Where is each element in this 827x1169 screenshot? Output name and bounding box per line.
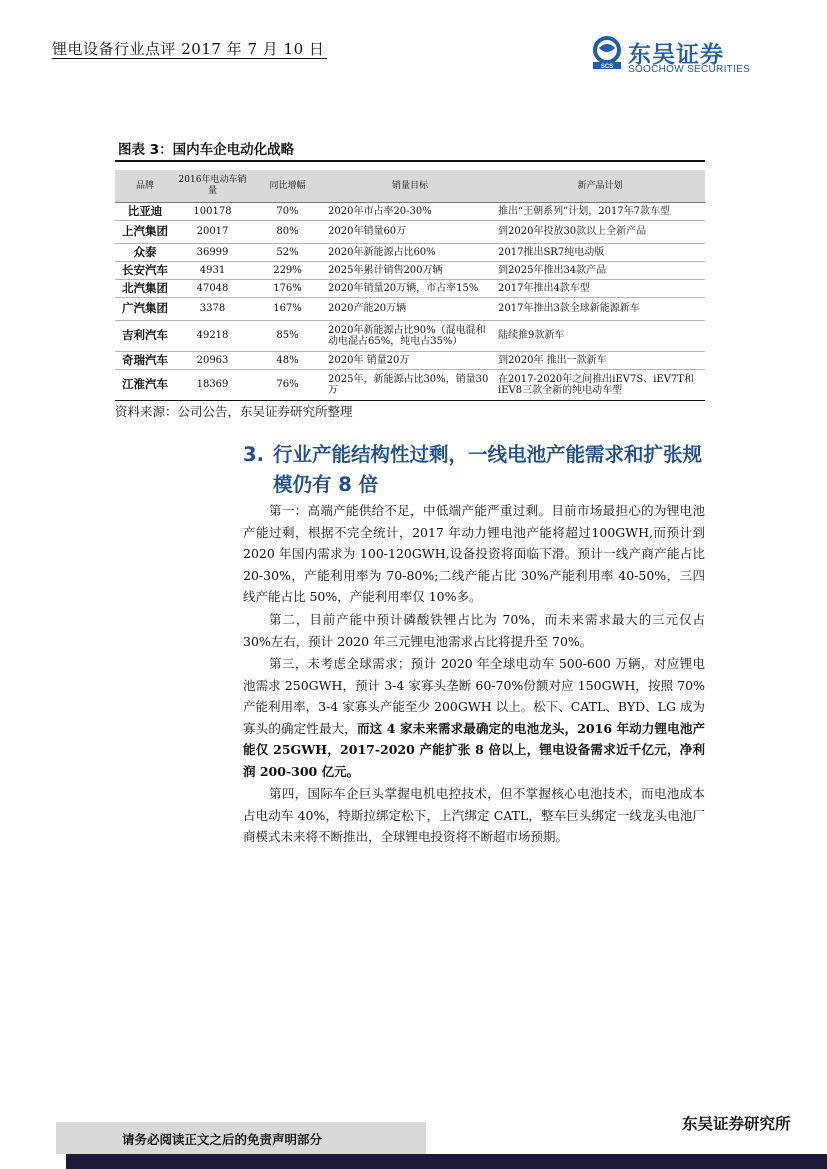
paragraph-3 <box>243 653 705 782</box>
target-cell: 2020产能20万辆 <box>325 298 495 321</box>
table-row <box>115 221 705 244</box>
plan-cell: 推出“王朝系列”计划，2017年7款车型 <box>495 203 705 221</box>
sales-cell: 18369 <box>175 370 250 401</box>
figure-title: 图表 3：国内车企电动化战略 <box>118 142 295 158</box>
table-row <box>115 262 705 280</box>
brand-cell: 吉利汽车 <box>115 321 175 352</box>
sales-cell: 47048 <box>175 280 250 298</box>
section-number: 3. <box>243 443 264 466</box>
brand-cell: 江淮汽车 <box>115 370 175 401</box>
table-header-cell: 2016年电动车销量 <box>175 170 250 203</box>
brand-cell: 众泰 <box>115 244 175 262</box>
table-header-cell: 新产品计划 <box>495 170 705 203</box>
growth-cell: 85% <box>250 321 325 352</box>
growth-cell: 80% <box>250 221 325 244</box>
ev-strategy-table <box>115 170 705 401</box>
growth-cell: 52% <box>250 244 325 262</box>
brand-cell: 比亚迪 <box>115 203 175 221</box>
figure-top-rule <box>115 160 705 162</box>
target-cell: 2020年新能源占比90%（混电混和动电混占65%，纯电占35%） <box>325 321 495 352</box>
table-row <box>115 244 705 262</box>
table-row <box>115 280 705 298</box>
paragraph-3-text: 第三，未考虑全球需求；预计 2020 年全球电动车 500-600 万辆，对应锂电池需求 250GWH，预计 3-4 家寡头垄断 60-70%份额对应 150GWH，按照 70%产能利用率，3-4 家寡头产能至少 200GWH 以上。松下、CATL、BYD、LG 成为寡头的确定性最大， <box>243 656 705 736</box>
sales-cell: 49218 <box>175 321 250 352</box>
target-cell: 2020年 销量20万 <box>325 352 495 370</box>
sales-cell: 3378 <box>175 298 250 321</box>
plan-cell: 到2025年推出34款产品 <box>495 262 705 280</box>
table-row <box>115 352 705 370</box>
table-header-row <box>115 170 705 203</box>
target-cell: 2025年累计销售200万辆 <box>325 262 495 280</box>
company-logo <box>590 34 770 84</box>
logo-brand-cn: 东吴证券 <box>628 42 724 68</box>
report-header-title: 锂电设备行业点评 2017 年 7 月 10 日 <box>52 40 325 58</box>
table-row <box>115 203 705 221</box>
brand-cell: 奇瑞汽车 <box>115 352 175 370</box>
plan-cell: 陆续推9款新车 <box>495 321 705 352</box>
target-cell: 2025年，新能源占比30%，销量30万 <box>325 370 495 401</box>
paragraph-3-bold: 而这 4 家未来需求最确定的电池龙头，2016 年动力锂电池产能仅 25GWH，2017-2020 产能扩张 8 倍以上，锂电设备需求近千亿元，净利润 200-300 亿元。 <box>243 720 705 779</box>
growth-cell: 229% <box>250 262 325 280</box>
brand-cell: 北汽集团 <box>115 280 175 298</box>
paragraph-2 <box>243 609 705 652</box>
sales-cell: 20017 <box>175 221 250 244</box>
target-cell: 2020年新能源占比60% <box>325 244 495 262</box>
table-header-cell: 销量目标 <box>325 170 495 203</box>
plan-cell: 2017推出SR7纯电动版 <box>495 244 705 262</box>
section-title-line2: 模仍有 8 倍 <box>273 473 379 496</box>
sales-cell: 4931 <box>175 262 250 280</box>
growth-cell: 48% <box>250 352 325 370</box>
plan-cell: 2017年推出4款车型 <box>495 280 705 298</box>
footer-organization: 东吴证券研究所 <box>682 1115 791 1133</box>
section-title-line1: 行业产能结构性过剩，一线电池产能需求和扩张规 <box>273 443 703 466</box>
figure-source: 资料来源：公司公告，东吴证券研究所整理 <box>115 404 353 419</box>
table-header-cell: 同比增幅 <box>250 170 325 203</box>
footer-disclaimer: 请务必阅读正文之后的免责声明部分 <box>122 1132 323 1147</box>
growth-cell: 70% <box>250 203 325 221</box>
plan-cell: 到2020年投放30款以上全新产品 <box>495 221 705 244</box>
sales-cell: 100178 <box>175 203 250 221</box>
paragraph-4 <box>243 783 705 848</box>
target-cell: 2020年市占率20-30% <box>325 203 495 221</box>
brand-cell: 上汽集团 <box>115 221 175 244</box>
sales-cell: 36999 <box>175 244 250 262</box>
growth-cell: 76% <box>250 370 325 401</box>
brand-cell: 广汽集团 <box>115 298 175 321</box>
target-cell: 2020年销量20万辆，市占率15% <box>325 280 495 298</box>
footer-bar <box>66 1154 827 1169</box>
brand-cell: 长安汽车 <box>115 262 175 280</box>
target-cell: 2020年销量60万 <box>325 221 495 244</box>
plan-cell: 在2017-2020年之间推出iEV7S、iEV7T和iEV8三款全新的纯电动车型 <box>495 370 705 401</box>
sales-cell: 20963 <box>175 352 250 370</box>
logo-brand-en: SOOCHOW SECURITIES <box>628 64 751 75</box>
plan-cell: 2017年推出3款全球新能源新车 <box>495 298 705 321</box>
paragraph-1-text: 第一：高端产能供给不足，中低端产能严重过剩。目前市场最担心的为锂电池产能过剩，根据不完全统计，2017 年动力锂电池产能将超过100GWH,而预计到 2020 年国内需求为 100-120GWH,设备投资将面临下滑。预计一线产商产能占比 20-30%，产能利用率为 70-80%;二线产能占比 30%产能利用率 40-50%，三四线产能占比 50%，产能利用率仅 10%多。 <box>243 503 705 604</box>
plan-cell: 到2020年 推出一款新车 <box>495 352 705 370</box>
growth-cell: 176% <box>250 280 325 298</box>
logo-mark-icon <box>590 36 624 70</box>
table-row <box>115 298 705 321</box>
table-row <box>115 321 705 352</box>
growth-cell: 167% <box>250 298 325 321</box>
paragraph-1 <box>243 500 705 608</box>
header-divider <box>52 58 327 59</box>
paragraph-2-text: 第二，目前产能中预计磷酸铁锂占比为 70%，而未来需求最大的三元仅占 30%左右，预计 2020 年三元锂电池需求占比将提升至 70%。 <box>243 612 705 649</box>
section-heading <box>243 440 708 500</box>
paragraph-4-text: 第四，国际车企巨头掌握电机电控技术，但不掌握核心电池技术，而电池成本占电动车 40%，特斯拉绑定松下，上汽绑定 CATL，整车巨头绑定一线龙头电池厂商模式未来将不断推出，全球锂电投资将不断超市场预期。 <box>243 786 705 844</box>
table-row <box>115 370 705 401</box>
logo-badge: SCS <box>600 64 614 70</box>
table-header-cell: 品牌 <box>115 170 175 203</box>
